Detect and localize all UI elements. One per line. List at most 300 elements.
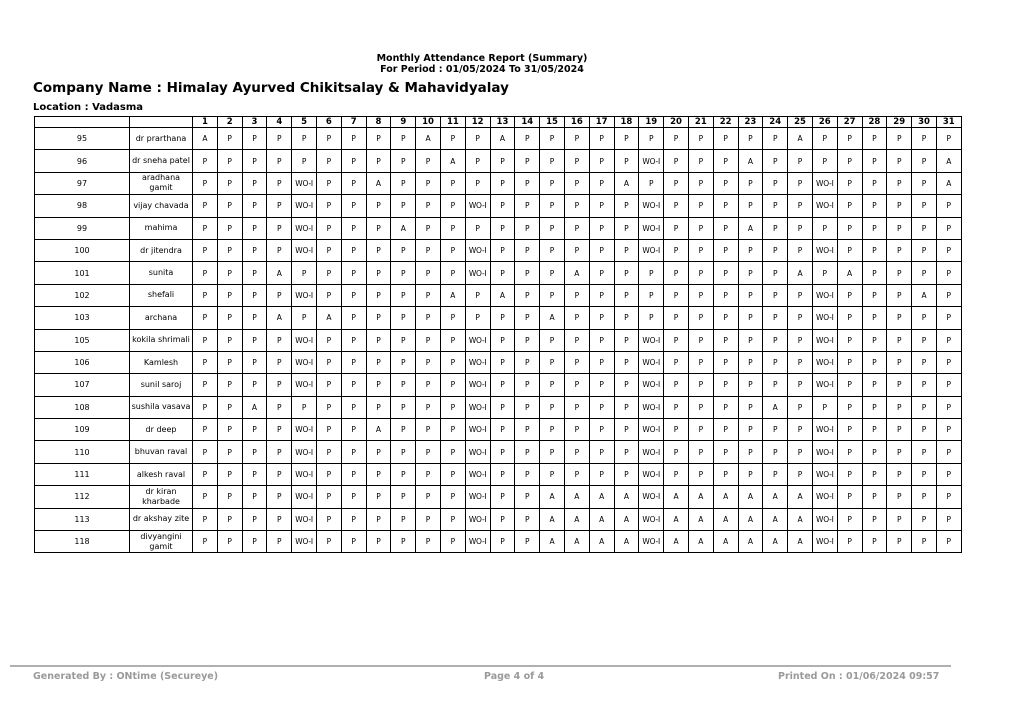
attendance-cell: P (416, 262, 441, 284)
attendance-cell: P (887, 128, 912, 150)
attendance-cell: P (614, 195, 639, 217)
attendance-cell: P (614, 150, 639, 172)
attendance-cell: P (788, 239, 813, 261)
attendance-cell: P (440, 486, 465, 508)
employee-code: 113 (35, 508, 130, 530)
attendance-cell: P (217, 531, 242, 553)
attendance-cell: WO-I (812, 463, 837, 485)
attendance-cell: P (391, 531, 416, 553)
employee-code: 101 (35, 262, 130, 284)
attendance-cell: P (366, 128, 391, 150)
generated-by: Generated By : ONtime (Secureye) (33, 671, 219, 682)
attendance-cell: WO-I (292, 329, 317, 351)
attendance-cell: P (664, 463, 689, 485)
attendance-cell: P (391, 284, 416, 306)
attendance-cell: P (391, 463, 416, 485)
employee-code: 110 (35, 441, 130, 463)
day-header-22: 22 (713, 117, 738, 128)
attendance-cell: P (738, 284, 763, 306)
attendance-cell: WO-I (465, 419, 490, 441)
attendance-cell: P (490, 531, 515, 553)
attendance-cell: P (440, 396, 465, 418)
attendance-cell: P (490, 172, 515, 194)
attendance-cell: P (416, 396, 441, 418)
attendance-cell: P (936, 217, 961, 239)
attendance-cell: P (639, 262, 664, 284)
attendance-cell: A (713, 508, 738, 530)
attendance-cell: WO-I (812, 329, 837, 351)
attendance-cell: P (614, 284, 639, 306)
attendance-cell: P (391, 195, 416, 217)
employee-name: Kamlesh (130, 351, 193, 373)
attendance-cell: P (664, 150, 689, 172)
attendance-cell: P (862, 217, 887, 239)
attendance-cell: P (267, 172, 292, 194)
attendance-cell: P (837, 531, 862, 553)
attendance-cell: WO-I (639, 374, 664, 396)
day-header-27: 27 (837, 117, 862, 128)
attendance-cell: WO-I (812, 441, 837, 463)
day-header-14: 14 (515, 117, 540, 128)
attendance-cell: P (614, 239, 639, 261)
attendance-cell: P (515, 172, 540, 194)
attendance-cell: P (763, 172, 788, 194)
attendance-cell: P (440, 531, 465, 553)
attendance-cell: WO-I (812, 172, 837, 194)
attendance-cell: P (341, 329, 366, 351)
table-row (35, 419, 962, 441)
attendance-cell: P (912, 329, 937, 351)
attendance-cell: P (217, 217, 242, 239)
attendance-cell: P (664, 307, 689, 329)
attendance-cell: P (440, 441, 465, 463)
table-row (35, 239, 962, 261)
attendance-cell: WO-I (639, 217, 664, 239)
attendance-cell: WO-I (639, 486, 664, 508)
attendance-cell: P (341, 307, 366, 329)
attendance-cell: P (738, 128, 763, 150)
attendance-cell: P (887, 284, 912, 306)
attendance-cell: P (193, 217, 218, 239)
attendance-cell: A (788, 508, 813, 530)
attendance-cell: A (564, 262, 589, 284)
attendance-cell: P (366, 262, 391, 284)
table-row (35, 262, 962, 284)
attendance-cell: P (193, 463, 218, 485)
attendance-cell: A (688, 486, 713, 508)
attendance-cell: WO-I (292, 486, 317, 508)
attendance-cell: P (416, 508, 441, 530)
attendance-cell: P (465, 172, 490, 194)
attendance-cell: P (465, 307, 490, 329)
attendance-cell: P (366, 486, 391, 508)
attendance-cell: P (862, 307, 887, 329)
attendance-cell: P (391, 329, 416, 351)
attendance-cell: P (490, 329, 515, 351)
attendance-cell: P (936, 195, 961, 217)
attendance-cell: P (391, 239, 416, 261)
attendance-cell: P (217, 239, 242, 261)
attendance-cell: WO-I (292, 531, 317, 553)
attendance-cell: P (912, 531, 937, 553)
attendance-cell: P (589, 239, 614, 261)
attendance-cell: P (515, 329, 540, 351)
attendance-cell: P (614, 262, 639, 284)
attendance-cell: P (217, 172, 242, 194)
day-header-6: 6 (316, 117, 341, 128)
attendance-cell: P (193, 508, 218, 530)
attendance-cell: P (465, 217, 490, 239)
attendance-cell: P (812, 396, 837, 418)
attendance-cell: P (440, 508, 465, 530)
attendance-cell: WO-I (812, 486, 837, 508)
attendance-cell: WO-I (465, 195, 490, 217)
attendance-cell: P (440, 172, 465, 194)
attendance-cell: A (788, 486, 813, 508)
attendance-cell: P (936, 396, 961, 418)
attendance-cell: P (366, 374, 391, 396)
attendance-cell: P (391, 351, 416, 373)
attendance-cell: P (564, 351, 589, 373)
attendance-cell: P (515, 441, 540, 463)
attendance-cell: P (639, 172, 664, 194)
day-header-26: 26 (812, 117, 837, 128)
attendance-cell: P (912, 262, 937, 284)
attendance-cell: P (515, 463, 540, 485)
attendance-cell: P (763, 463, 788, 485)
attendance-cell: P (887, 463, 912, 485)
attendance-cell: P (341, 128, 366, 150)
attendance-cell: P (788, 329, 813, 351)
attendance-cell: P (589, 307, 614, 329)
attendance-cell: P (217, 463, 242, 485)
day-header-30: 30 (912, 117, 937, 128)
day-header-17: 17 (589, 117, 614, 128)
attendance-cell: WO-I (812, 419, 837, 441)
attendance-cell: P (341, 284, 366, 306)
attendance-cell: P (788, 195, 813, 217)
attendance-cell: P (738, 374, 763, 396)
attendance-cell: P (540, 239, 565, 261)
attendance-cell: P (540, 463, 565, 485)
day-header-11: 11 (440, 117, 465, 128)
attendance-cell: P (341, 351, 366, 373)
attendance-cell: P (217, 396, 242, 418)
attendance-cell: P (515, 284, 540, 306)
attendance-cell: A (490, 128, 515, 150)
attendance-cell: P (217, 486, 242, 508)
attendance-cell: P (193, 284, 218, 306)
employee-name: dr deep (130, 419, 193, 441)
attendance-cell: P (391, 150, 416, 172)
attendance-cell: P (193, 486, 218, 508)
attendance-cell: P (862, 374, 887, 396)
attendance-cell: P (267, 531, 292, 553)
attendance-cell: WO-I (292, 419, 317, 441)
attendance-cell: P (862, 351, 887, 373)
attendance-cell: A (664, 531, 689, 553)
attendance-cell: P (267, 351, 292, 373)
attendance-cell: P (887, 262, 912, 284)
attendance-cell: P (763, 307, 788, 329)
attendance-cell: A (366, 172, 391, 194)
attendance-cell: WO-I (465, 463, 490, 485)
attendance-cell: P (292, 150, 317, 172)
day-header-15: 15 (540, 117, 565, 128)
attendance-cell: P (564, 329, 589, 351)
attendance-cell: P (639, 128, 664, 150)
attendance-cell: P (912, 217, 937, 239)
attendance-cell: P (713, 463, 738, 485)
attendance-cell: A (267, 262, 292, 284)
attendance-cell: P (887, 195, 912, 217)
attendance-cell: A (688, 508, 713, 530)
day-header-3: 3 (242, 117, 267, 128)
attendance-cell: P (267, 217, 292, 239)
attendance-cell: P (837, 195, 862, 217)
attendance-cell: P (490, 508, 515, 530)
attendance-cell: WO-I (639, 195, 664, 217)
attendance-cell: P (664, 419, 689, 441)
attendance-cell: P (217, 374, 242, 396)
day-header-28: 28 (862, 117, 887, 128)
attendance-cell: P (440, 419, 465, 441)
attendance-cell: P (490, 239, 515, 261)
attendance-cell: P (837, 172, 862, 194)
attendance-cell: P (862, 172, 887, 194)
attendance-cell: P (316, 195, 341, 217)
day-header-21: 21 (688, 117, 713, 128)
attendance-cell: P (738, 463, 763, 485)
employee-name: bhuvan raval (130, 441, 193, 463)
attendance-cell: WO-I (639, 419, 664, 441)
attendance-cell: P (713, 195, 738, 217)
attendance-cell: P (391, 262, 416, 284)
attendance-cell: P (267, 284, 292, 306)
attendance-cell: P (440, 128, 465, 150)
attendance-cell: P (391, 396, 416, 418)
table-row (35, 374, 962, 396)
attendance-cell: P (193, 262, 218, 284)
attendance-cell: P (788, 419, 813, 441)
attendance-cell: P (589, 374, 614, 396)
attendance-cell: P (614, 396, 639, 418)
attendance-cell: A (688, 531, 713, 553)
attendance-cell: P (763, 239, 788, 261)
attendance-cell: P (341, 531, 366, 553)
attendance-cell: P (564, 307, 589, 329)
attendance-cell: P (316, 329, 341, 351)
attendance-cell: WO-I (292, 463, 317, 485)
attendance-cell: P (416, 329, 441, 351)
attendance-cell: P (416, 419, 441, 441)
attendance-cell: P (713, 351, 738, 373)
attendance-cell: P (862, 419, 887, 441)
attendance-cell: WO-I (292, 195, 317, 217)
attendance-cell: P (440, 463, 465, 485)
employee-code: 107 (35, 374, 130, 396)
attendance-cell: P (887, 508, 912, 530)
attendance-cell: P (936, 508, 961, 530)
attendance-cell: P (540, 284, 565, 306)
attendance-cell: P (465, 128, 490, 150)
attendance-cell: P (738, 329, 763, 351)
attendance-cell: A (564, 531, 589, 553)
attendance-cell: P (440, 351, 465, 373)
attendance-cell: A (763, 531, 788, 553)
attendance-cell: P (713, 396, 738, 418)
employee-name: dr prarthana (130, 128, 193, 150)
attendance-cell: P (416, 441, 441, 463)
attendance-cell: P (416, 531, 441, 553)
attendance-cell: WO-I (465, 531, 490, 553)
employee-code: 102 (35, 284, 130, 306)
attendance-cell: P (242, 419, 267, 441)
attendance-cell: P (837, 128, 862, 150)
attendance-cell: P (366, 441, 391, 463)
attendance-cell: A (788, 128, 813, 150)
attendance-cell: P (564, 419, 589, 441)
table-row (35, 307, 962, 329)
attendance-cell: P (713, 441, 738, 463)
attendance-cell: WO-I (292, 217, 317, 239)
attendance-cell: P (713, 217, 738, 239)
attendance-cell: A (366, 419, 391, 441)
attendance-cell: P (490, 150, 515, 172)
attendance-cell: WO-I (639, 531, 664, 553)
attendance-cell: P (738, 172, 763, 194)
table-row (35, 396, 962, 418)
attendance-cell: P (664, 172, 689, 194)
attendance-cell: P (416, 172, 441, 194)
attendance-cell: P (316, 217, 341, 239)
attendance-cell: P (936, 463, 961, 485)
attendance-cell: A (614, 486, 639, 508)
attendance-cell: P (862, 150, 887, 172)
attendance-cell: P (589, 463, 614, 485)
day-header-12: 12 (465, 117, 490, 128)
attendance-cell: P (788, 396, 813, 418)
attendance-cell: WO-I (812, 239, 837, 261)
table-row (35, 128, 962, 150)
attendance-cell: WO-I (812, 195, 837, 217)
attendance-cell: P (440, 329, 465, 351)
attendance-cell: P (738, 396, 763, 418)
attendance-cell: P (242, 239, 267, 261)
attendance-cell: P (763, 329, 788, 351)
attendance-cell: P (614, 441, 639, 463)
attendance-cell: P (391, 508, 416, 530)
attendance-cell: P (912, 239, 937, 261)
attendance-cell: P (267, 239, 292, 261)
attendance-cell: P (738, 195, 763, 217)
attendance-cell: P (788, 217, 813, 239)
attendance-cell: P (564, 396, 589, 418)
attendance-cell: P (490, 307, 515, 329)
attendance-cell: P (267, 463, 292, 485)
attendance-cell: P (267, 128, 292, 150)
attendance-cell: P (316, 172, 341, 194)
attendance-cell: P (490, 217, 515, 239)
attendance-cell: P (564, 217, 589, 239)
attendance-cell: P (341, 396, 366, 418)
attendance-cell: WO-I (292, 508, 317, 530)
attendance-cell: WO-I (465, 262, 490, 284)
attendance-cell: P (688, 351, 713, 373)
attendance-cell: P (416, 307, 441, 329)
attendance-cell: P (242, 307, 267, 329)
employee-name: dr jitendra (130, 239, 193, 261)
attendance-cell: A (589, 508, 614, 530)
attendance-cell: P (440, 262, 465, 284)
attendance-cell: WO-I (465, 508, 490, 530)
attendance-cell: P (589, 441, 614, 463)
attendance-cell: P (837, 441, 862, 463)
attendance-cell: A (614, 508, 639, 530)
table-row (35, 172, 962, 194)
attendance-cell: P (936, 441, 961, 463)
attendance-cell: P (366, 217, 391, 239)
attendance-cell: P (912, 441, 937, 463)
employee-code: 103 (35, 307, 130, 329)
attendance-cell: P (614, 329, 639, 351)
attendance-cell: WO-I (292, 374, 317, 396)
attendance-cell: P (341, 150, 366, 172)
attendance-cell: P (341, 374, 366, 396)
attendance-cell: P (217, 195, 242, 217)
employee-name: vijay chavada (130, 195, 193, 217)
attendance-cell: P (763, 351, 788, 373)
attendance-cell: P (242, 374, 267, 396)
attendance-cell: P (564, 239, 589, 261)
attendance-cell: WO-I (639, 396, 664, 418)
attendance-cell: P (217, 262, 242, 284)
attendance-cell: P (242, 531, 267, 553)
attendance-cell: P (341, 463, 366, 485)
attendance-cell: A (837, 262, 862, 284)
attendance-cell: P (515, 396, 540, 418)
attendance-cell: P (316, 351, 341, 373)
table-row (35, 486, 962, 508)
attendance-cell: WO-I (465, 239, 490, 261)
attendance-cell: A (664, 508, 689, 530)
day-header-9: 9 (391, 117, 416, 128)
attendance-cell: P (912, 172, 937, 194)
attendance-cell: P (763, 150, 788, 172)
attendance-cell: P (788, 172, 813, 194)
attendance-cell: P (589, 217, 614, 239)
attendance-cell: P (862, 195, 887, 217)
attendance-cell: P (936, 128, 961, 150)
attendance-cell: P (267, 486, 292, 508)
attendance-cell: P (763, 195, 788, 217)
attendance-cell: A (564, 508, 589, 530)
attendance-cell: P (763, 217, 788, 239)
attendance-cell: P (862, 463, 887, 485)
employee-name: archana (130, 307, 193, 329)
attendance-cell: P (589, 396, 614, 418)
attendance-cell: P (738, 441, 763, 463)
attendance-cell: P (391, 128, 416, 150)
attendance-cell: P (713, 172, 738, 194)
attendance-cell: P (862, 396, 887, 418)
attendance-cell: P (267, 195, 292, 217)
attendance-cell: P (515, 508, 540, 530)
attendance-cell: P (440, 195, 465, 217)
attendance-cell: P (614, 374, 639, 396)
attendance-cell: P (217, 329, 242, 351)
attendance-cell: P (366, 239, 391, 261)
